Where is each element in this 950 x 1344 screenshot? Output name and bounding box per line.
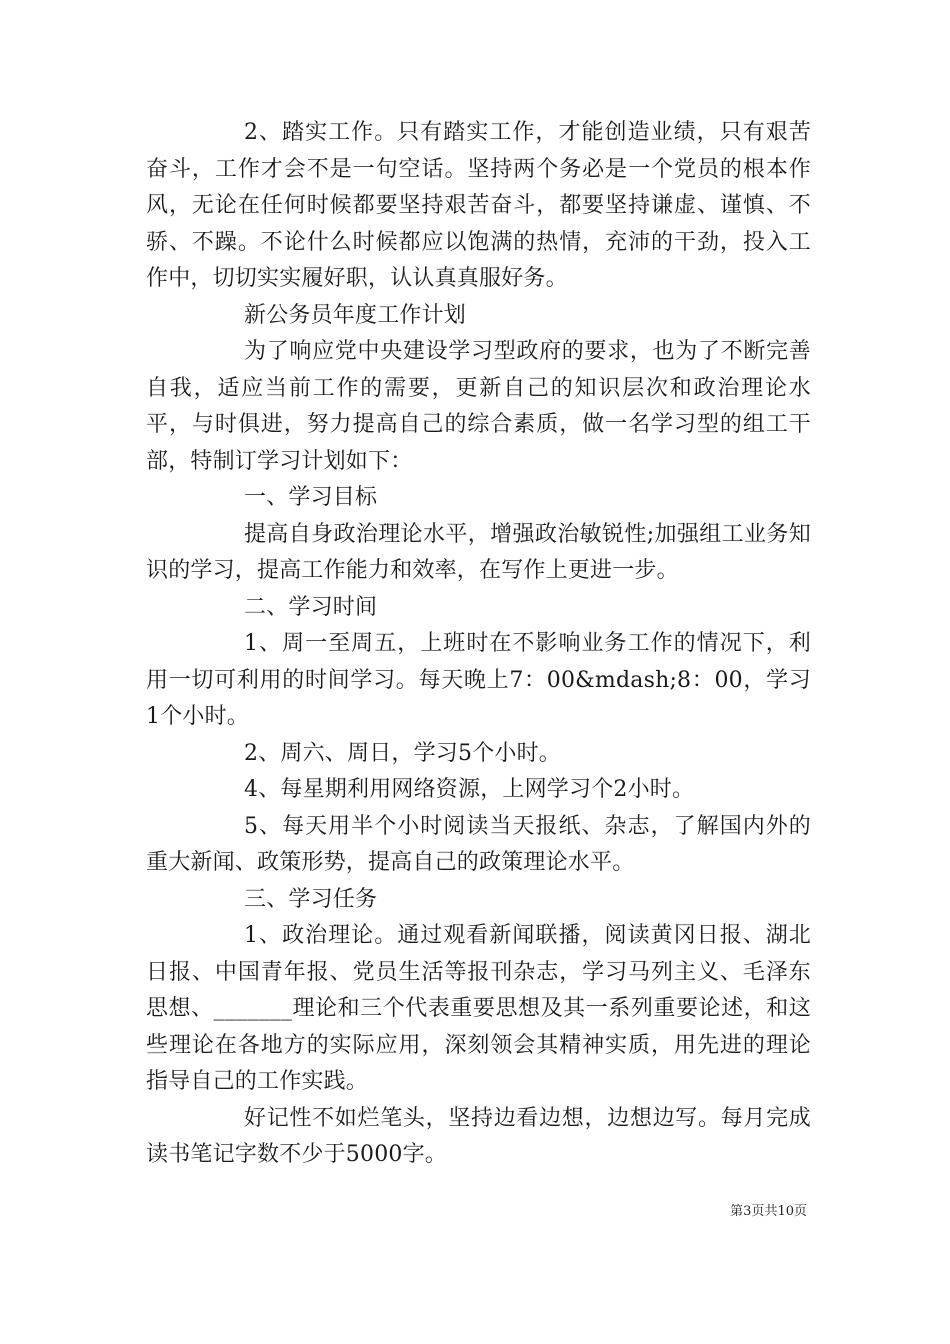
paragraph-notes: 好记性不如烂笔头，坚持边看边想，边想边写。每月完成读书笔记字数不少于5000字。 xyxy=(146,1105,811,1167)
section-heading-time: 二、学习时间 xyxy=(244,594,378,620)
section-heading-tasks: 三、学习任务 xyxy=(244,886,378,912)
paragraph-online: 4、每星期利用网络资源，上网学习个2小时。 xyxy=(244,777,695,802)
paragraph-weekdays: 1、周一至周五，上班时在不影响业务工作的情况下，利用一切可利用的时间学习。每天晚上7：00&mdash;8：00，学习1个小时。 xyxy=(146,631,811,729)
document-title: 新公务员年度工作计划 xyxy=(244,302,467,328)
page-number: 第3页共10页 xyxy=(730,1204,807,1219)
paragraph-work-diligently: 2、踏实工作。只有踏实工作，才能创造业绩，只有艰苦奋斗，工作才会不是一句空话。坚持两个务必是一个党员的根本作风，无论在任何时候都要坚持艰苦奋斗，都要坚持谦虚、谨慎、不骄、不躁。不论什么时候都应以饱满的热情，充沛的干劲，投入工作中，切切实实履好职，认认真真服好务。 xyxy=(146,120,811,291)
paragraph-intro: 为了响应党中央建设学习型政府的要求，也为了不断完善自我，适应当前工作的需要，更新自己的知识层次和政治理论水平，与时俱进，努力提高自己的综合素质，做一名学习型的组工干部，特制订学习计划如下： xyxy=(146,339,811,474)
paragraph-goals: 提高自身政治理论水平，增强政治敏锐性;加强组工业务知识的学习，提高工作能力和效率，在写作上更进一步。 xyxy=(146,521,811,583)
section-heading-goals: 一、学习目标 xyxy=(244,485,378,510)
paragraph-political-theory: 1、政治理论。通过观看新闻联播，阅读黄冈日报、湖北日报、中国青年报、党员生活等报刊杂志，学习马列主义、毛泽东思想、_______理论和三个代表重要思想及其一系列重要论述，和这些理论在各地方的实际应用，深刻领会其精神实质，用先进的理论指导自己的工作实践。 xyxy=(146,923,811,1094)
paragraph-newspapers: 5、每天用半个小时阅读当天报纸、杂志，了解国内外的重大新闻、政策形势，提高自己的政策理论水平。 xyxy=(146,813,811,875)
document-body xyxy=(146,115,811,1174)
paragraph-weekend: 2、周六、周日，学习5个小时。 xyxy=(244,740,561,766)
